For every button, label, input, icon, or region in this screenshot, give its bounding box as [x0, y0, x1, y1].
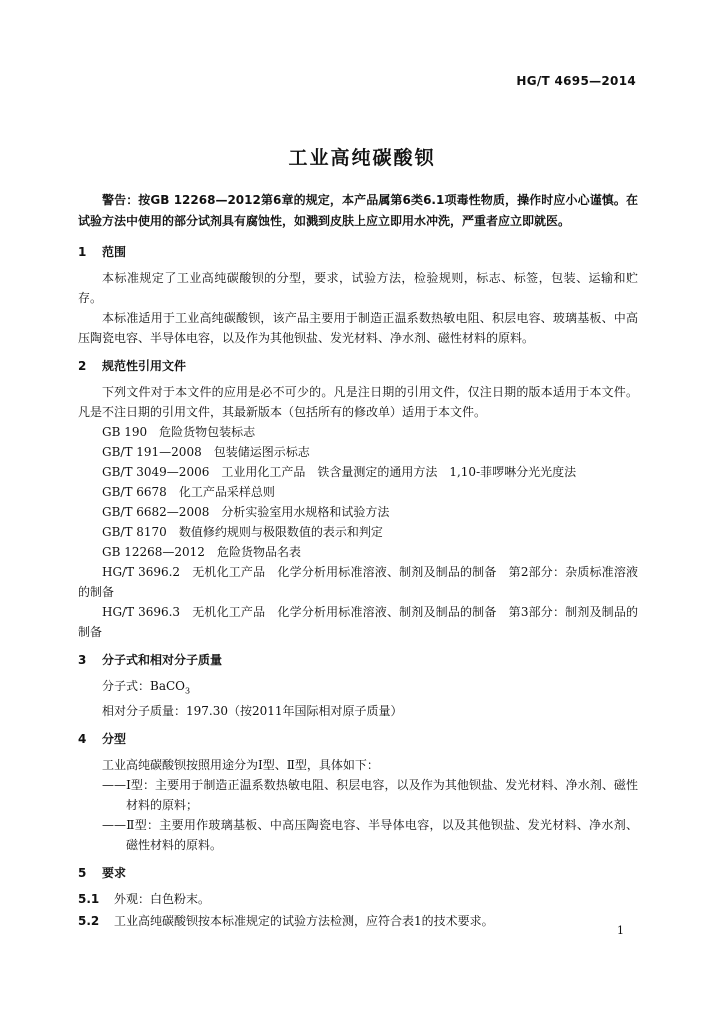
classification-text: Ⅰ型：主要用于制造正温系数热敏电阻、积层电容，以及作为其他钡盐、发光材料、净水剂、磁性材料的原料； — [126, 778, 638, 813]
reference-name: 分析实验室用水规格和试验方法 — [221, 505, 390, 519]
section-number: 3 — [78, 653, 87, 667]
reference-item — [78, 502, 638, 522]
dash-marker: —— — [102, 778, 126, 793]
reference-code: HG/T 3696.3 — [102, 605, 181, 619]
reference-item — [78, 562, 638, 602]
requirement-number: 5.1 — [78, 892, 100, 907]
reference-code: GB 190 — [102, 425, 148, 439]
classification-intro: 工业高纯碳酸钡按照用途分为Ⅰ型、Ⅱ型，具体如下： — [102, 758, 379, 773]
requirement-text: 工业高纯碳酸钡按本标准规定的试验方法检测，应符合表1的技术要求。 — [114, 914, 494, 929]
section-title: 分子式和相对分子质量 — [102, 653, 223, 667]
section-number: 2 — [78, 359, 87, 373]
formula-label: 分子式： — [102, 679, 151, 693]
section-number: 5 — [78, 866, 87, 881]
reference-code: GB/T 8170 — [102, 525, 167, 539]
dash-marker: —— — [102, 818, 126, 833]
reference-code: GB/T 6682—2008 — [102, 505, 210, 519]
reference-name: 数值修约规则与极限数值的表示和判定 — [178, 525, 383, 539]
section-heading-formula — [78, 650, 638, 670]
molecular-mass: 相对分子质量：197.30（按2011年国际相对原子质量） — [102, 704, 403, 719]
section-number: 1 — [78, 245, 87, 259]
scope-paragraph-1: 本标准规定了工业高纯碳酸钡的分型，要求，试验方法，检验规则，标志、标签，包装、运输和贮存。 — [78, 271, 638, 305]
reference-name: 无机化工产品 化学分析用标准溶液、制剂及制品的制备 第3部分：制剂及制品的制备 — [78, 605, 638, 639]
reference-code: GB 12268—2012 — [102, 545, 205, 559]
reference-code: HG/T 3696.2 — [102, 565, 181, 579]
scope-paragraph-2: 本标准适用于工业高纯碳酸钡，该产品主要用于制造正温系数热敏电阻、积层电容、玻璃基板、中高压陶瓷电容、半导体电容，以及作为其他钡盐、发光材料、净水剂、磁性材料的原料。 — [78, 311, 638, 345]
reference-code: GB/T 6678 — [102, 485, 167, 499]
reference-item — [78, 522, 638, 542]
classification-text: Ⅱ型：主要用作玻璃基板、中高压陶瓷电容、半导体电容，以及其他钡盐、发光材料、净水剂、磁性材料的原料。 — [126, 818, 638, 853]
reference-name: 包装储运图示标志 — [213, 445, 310, 459]
reference-code: GB/T 3049—2006 — [102, 465, 210, 479]
requirement-text: 外观：白色粉末。 — [114, 892, 211, 907]
requirement-item — [78, 911, 638, 931]
warning-paragraph: 警告：按GB 12268—2012第6章的规定，本产品属第6类6.1项毒性物质，操作时应小心谨慎。在试验方法中使用的部分试剂具有腐蚀性，如溅到皮肤上应立即用水冲洗，严重者应立即就医。 — [78, 193, 638, 228]
section-heading-requirements — [78, 863, 638, 883]
reference-item — [78, 442, 638, 462]
requirement-number: 5.2 — [78, 914, 100, 929]
section-heading-scope — [78, 242, 638, 262]
classification-item — [78, 815, 638, 855]
reference-item — [78, 542, 638, 562]
section-number: 4 — [78, 732, 87, 747]
section-heading-normative-references — [78, 356, 638, 376]
classification-item — [78, 775, 638, 815]
references-intro: 下列文件对于本文件的应用是必不可少的。凡是注日期的引用文件，仅注日期的版本适用于本文件。凡是不注日期的引用文件，其最新版本（包括所有的修改单）适用于本文件。 — [78, 385, 638, 419]
section-heading-classification — [78, 729, 638, 749]
reference-name: 无机化工产品 化学分析用标准溶液、制剂及制品的制备 第2部分：杂质标准溶液的制备 — [78, 565, 638, 599]
section-title: 规范性引用文件 — [102, 359, 187, 373]
formula-main: BaCO — [150, 679, 186, 693]
page-number: 1 — [617, 924, 624, 937]
reference-item — [78, 482, 638, 502]
section-title: 要求 — [102, 866, 127, 881]
reference-name: 危险货物包装标志 — [159, 425, 256, 439]
formula-subscript: 3 — [185, 686, 191, 696]
document-title: 工业高纯碳酸钡 — [288, 147, 436, 169]
section-title: 范围 — [102, 245, 127, 259]
reference-code: GB/T 191—2008 — [102, 445, 202, 459]
reference-item — [78, 602, 638, 642]
reference-item — [78, 462, 638, 482]
standard-code: HG/T 4695—2014 — [516, 74, 636, 88]
reference-name: 工业用化工产品 铁含量测定的通用方法 1,10-菲啰啉分光光度法 — [221, 465, 577, 479]
requirement-item — [78, 889, 638, 909]
reference-item — [78, 422, 638, 442]
reference-name: 化工产品采样总则 — [178, 485, 275, 499]
molecular-formula — [78, 676, 638, 701]
reference-name: 危险货物品名表 — [216, 545, 301, 559]
document-body — [78, 190, 638, 933]
section-title: 分型 — [102, 732, 127, 747]
